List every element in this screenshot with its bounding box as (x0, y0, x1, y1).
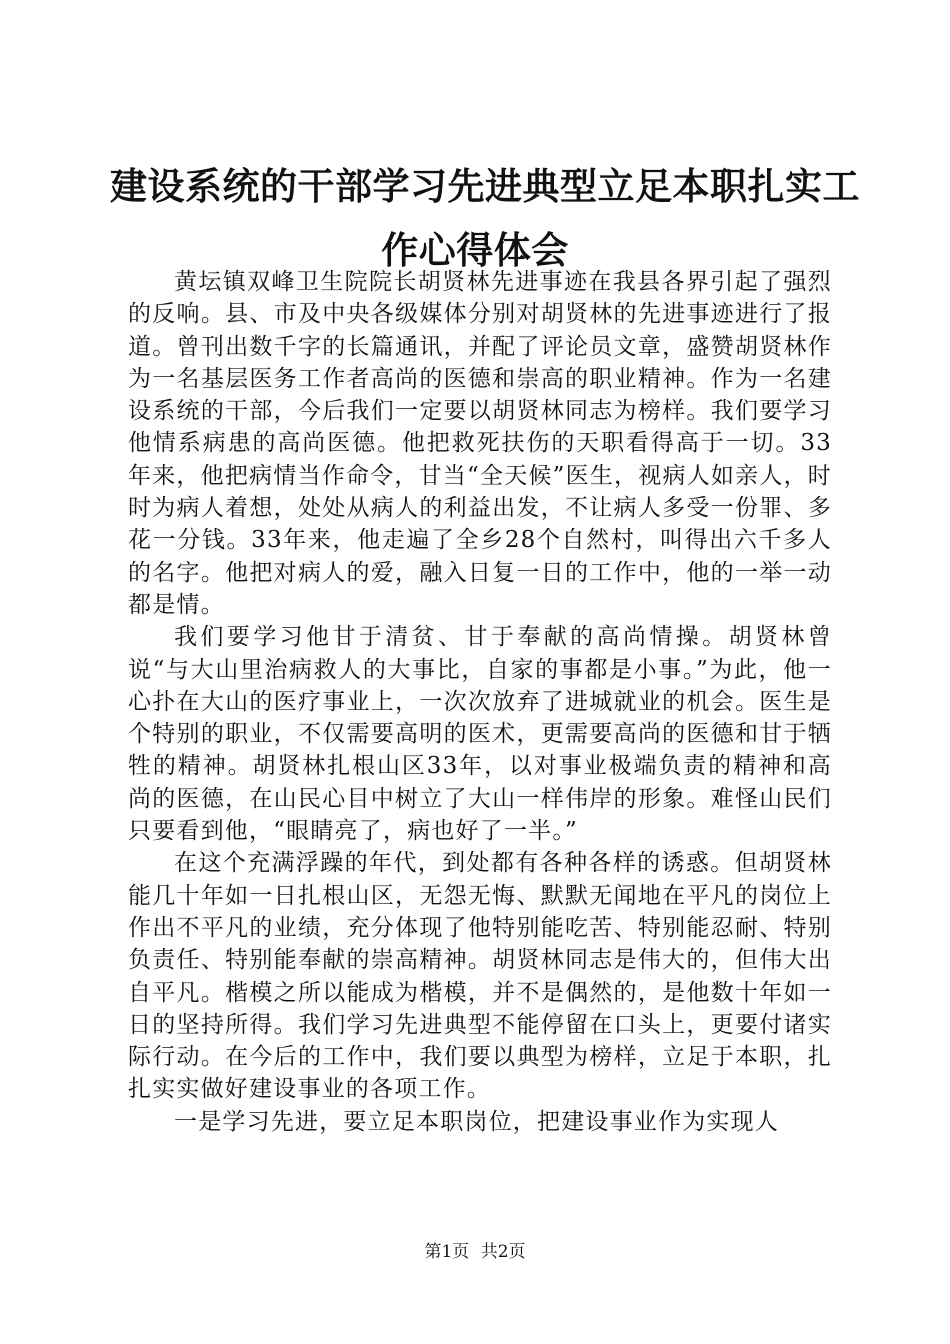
paragraph-1: 黄坛镇双峰卫生院院长胡贤林先进事迹在我县各界引起了强烈的反响。县、市及中央各级媒体分别对胡贤林的先进事迹进行了报道。曾刊出数千字的长篇通讯，并配了评论员文章，盛赞胡贤林作为一名基层医务工作者高尚的医德和崇高的职业精神。作为一名建设系统的干部，今后我们一定要以胡贤林同志为榜样。我们要学习他情系病患的高尚医德。他把救死扶伤的天职看得高于一切。33年来，他把病情当作命令，甘当“全天候”医生，视病人如亲人，时时为病人着想，处处从病人的利益出发，不让病人多受一份罪、多花一分钱。33年来，他走遍了全乡28个自然村，叫得出六千多人的名字。他把对病人的爱，融入日复一日的工作中，他的一举一动都是情。 (128, 269, 832, 618)
page-total: 共2页 (480, 1242, 526, 1262)
page-footer (0, 1240, 950, 1264)
paragraph-3: 在这个充满浮躁的年代，到处都有各种各样的诱惑。但胡贤林能几十年如一日扎根山区，无怨无悔、默默无闻地在平凡的岗位上作出不平凡的业绩，充分体现了他特别能吃苦、特别能忍耐、特别负责任、特别能奉献的崇高精神。胡贤林同志是伟大的，但伟大出自平凡。楷模之所以能成为楷模，并不是偶然的，是他数十年如一日的坚持所得。我们学习先进典型不能停留在口头上，更要付诸实际行动。在今后的工作中，我们要以典型为榜样，立足于本职，扎扎实实做好建设事业的各项工作。 (128, 850, 832, 1103)
paragraph-4: 一是学习先进，要立足本职岗位，把建设事业作为实现人 (174, 1108, 779, 1135)
document-title-line-2: 作心得体会 (381, 228, 569, 272)
paragraph-2: 我们要学习他甘于清贫、甘于奉献的高尚情操。胡贤林曾说“与大山里治病救人的大事比，自家的事都是小事。”为此，他一心扑在大山的医疗事业上，一次次放弃了进城就业的机会。医生是个特别的职业，不仅需要高明的医术，更需要高尚的医德和甘于牺牲的精神。胡贤林扎根山区33年，以对事业极端负责的精神和高尚的医德，在山民心目中树立了大山一样伟岸的形象。难怪山民们只要看到他，“眼睛亮了，病也好了一半。” (128, 624, 832, 845)
document-body (128, 266, 832, 1138)
page-number: 第1页 (424, 1242, 470, 1262)
document-title-line-1: 建设系统的干部学习先进典型立足本职扎实工 (110, 164, 860, 208)
